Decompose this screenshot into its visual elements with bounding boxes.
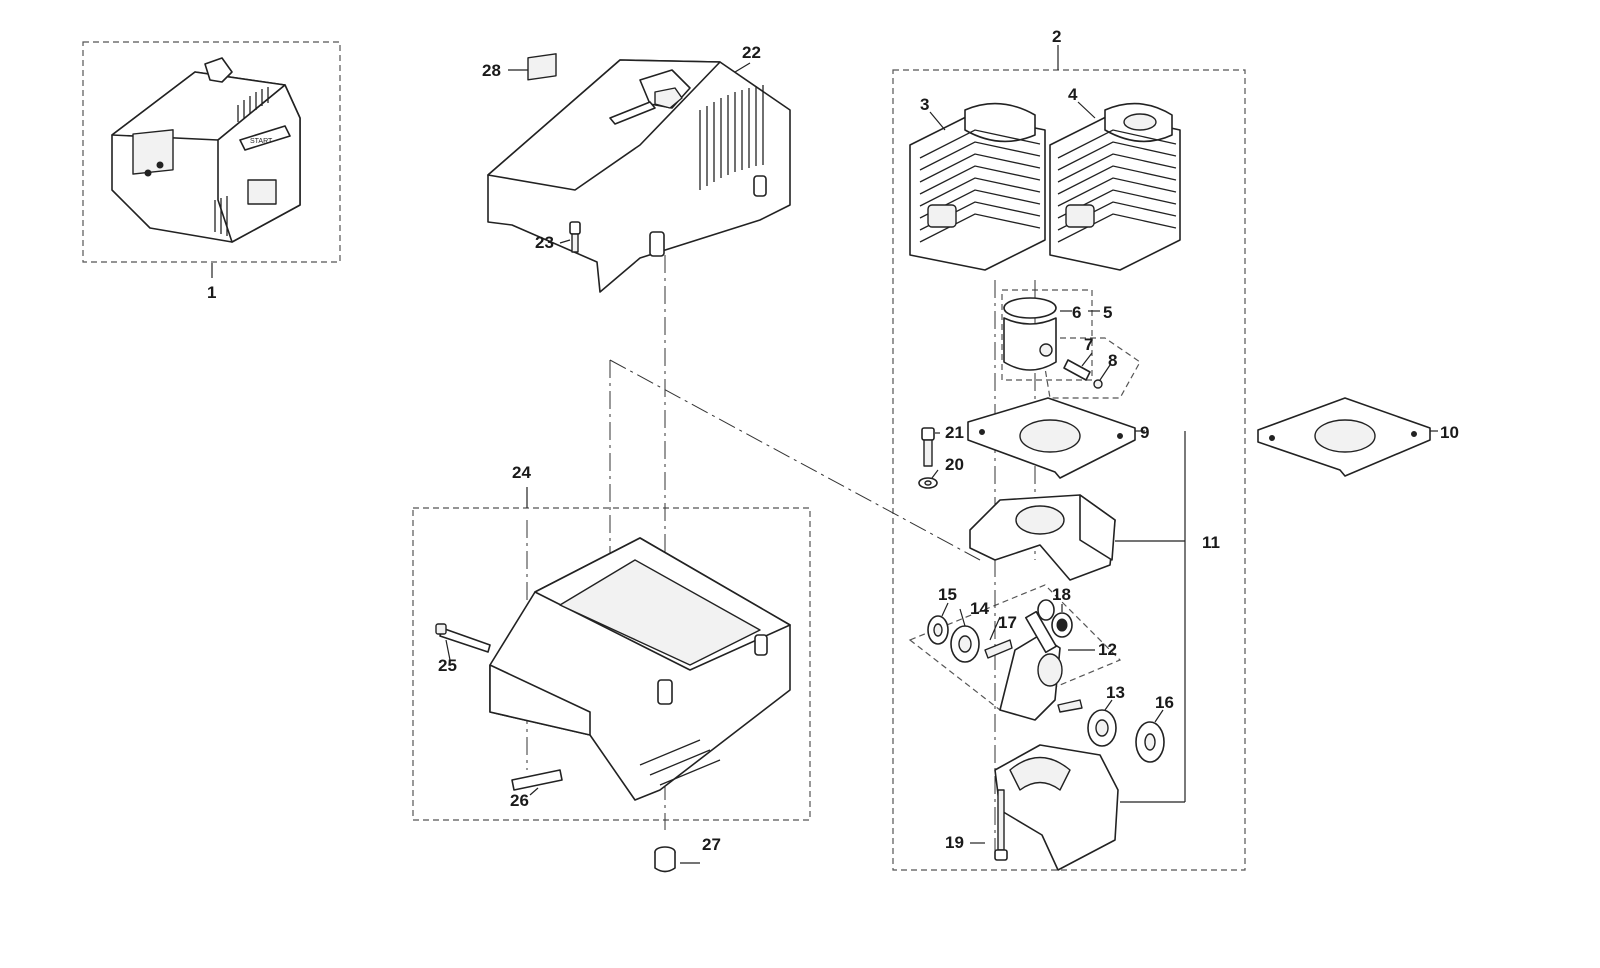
callout-16: 16: [1155, 693, 1174, 712]
callout-17: 17: [998, 613, 1017, 632]
callout-3: 3: [920, 95, 930, 114]
leader-lines: [212, 45, 1438, 863]
washer-20-drawing: [919, 478, 937, 488]
callout-7: 7: [1084, 335, 1094, 354]
callout-20: 20: [945, 455, 964, 474]
callout-27: 27: [702, 835, 721, 854]
callout-14: 14: [970, 599, 989, 618]
engine-assembly-drawing: [112, 58, 300, 242]
gasket-9-drawing: [968, 398, 1135, 478]
callout-2: 2: [1052, 27, 1062, 46]
callout-19: 19: [945, 833, 964, 852]
callout-12: 12: [1098, 640, 1117, 659]
shroud-cover-drawing: [488, 60, 790, 292]
callout-28: 28: [482, 61, 501, 80]
callout-11: 11: [1202, 533, 1220, 552]
decal-label-drawing: [528, 54, 556, 80]
bolt-21-drawing: [922, 428, 934, 466]
needle-bearing-18-drawing: [1052, 613, 1072, 637]
piston-drawing: [1004, 298, 1056, 370]
stud-25-drawing: [436, 624, 490, 652]
seal-16-drawing: [1136, 722, 1164, 762]
start-lever-text: START: [250, 138, 273, 145]
callout-26: 26: [510, 791, 529, 810]
callout-8: 8: [1108, 351, 1118, 370]
callout-24: 24: [512, 463, 531, 482]
crankcase-lower-drawing: [995, 745, 1118, 870]
callout-6: 6: [1072, 303, 1082, 322]
callout-9: 9: [1140, 423, 1150, 442]
callout-21: 21: [945, 423, 964, 442]
gasket-10-drawing: [1258, 398, 1430, 476]
crankcase-upper-drawing: [970, 495, 1115, 580]
callout-22: 22: [742, 43, 761, 62]
crankcase-housing-drawing: [490, 538, 790, 800]
tube-26-drawing: [512, 770, 562, 790]
bearing-14-drawing: [951, 626, 979, 662]
callout-15: 15: [938, 585, 957, 604]
seal-15-drawing: [928, 616, 948, 644]
callout-1: 1: [207, 283, 217, 302]
callout-25: 25: [438, 656, 457, 675]
callout-13: 13: [1106, 683, 1125, 702]
screw-23-drawing: [570, 222, 580, 252]
callout-5: 5: [1103, 303, 1113, 322]
callout-10: 10: [1440, 423, 1459, 442]
bearing-13-drawing: [1088, 710, 1116, 746]
plug-27-drawing: [655, 847, 675, 872]
callout-18: 18: [1052, 585, 1071, 604]
cylinder-4-drawing: [1050, 104, 1180, 270]
callout-23: 23: [535, 233, 554, 252]
cylinder-3-drawing: [910, 104, 1045, 270]
callout-4: 4: [1068, 85, 1078, 104]
